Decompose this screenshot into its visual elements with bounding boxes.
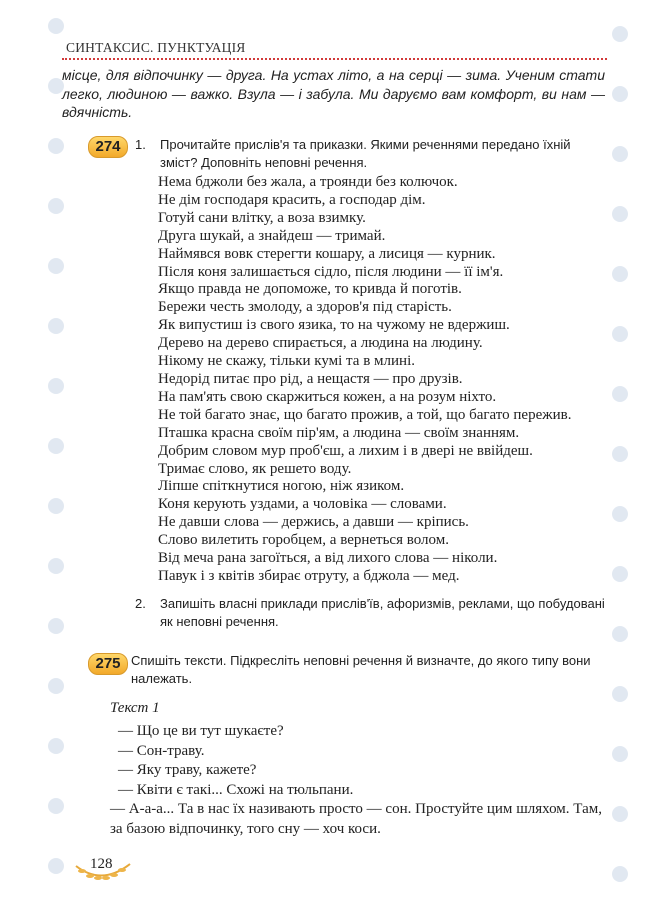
proverb-item: Наймявся вовк стерегти кошару, а лисиця — курник. <box>158 245 496 262</box>
task-2-number: 2. <box>135 596 146 611</box>
watermark-logo-icon <box>612 26 628 42</box>
dialog-line: — Яку траву, кажете? <box>118 762 257 778</box>
proverb-item: Ліпше спіткнутися ногою, ніж язиком. <box>158 478 405 495</box>
dialog-line: — Квіти є такі... Схожі на тюльпани. <box>118 781 354 798</box>
proverb-item: Недорід питає про рід, а нещастя — про друзів. <box>158 370 463 387</box>
proverb-item: Дерево на дерево спирається, а людина на людину. <box>158 335 483 352</box>
watermark-logo-icon <box>612 806 628 822</box>
page-number: 128 <box>90 856 113 872</box>
proverb-item: На пам'ять свою скаржиться кожен, а на розум ніхто. <box>158 388 497 405</box>
proverb-item: Слово вилетить горобцем, а вернеться волом. <box>158 532 449 549</box>
exercise-275-badge: 275 <box>88 653 128 675</box>
task-1-text: Прочитайте прислів'я та приказки. Якими реченнями передано їхній зміст? Доповніть неповні речення. <box>160 137 571 170</box>
proverb-item: Нема бджоли без жала, а троянди без колючок. <box>158 174 458 190</box>
dialog-text <box>110 722 602 839</box>
watermark-logo-icon <box>612 446 628 462</box>
watermark-logo-icon <box>612 626 628 642</box>
proverb-item: Пташка красна своїм пір'ям, а людина — своїм знанням. <box>158 424 520 441</box>
proverb-item: Друга шукай, а знайдеш — тримай. <box>158 227 386 244</box>
proverb-item: Якщо правда не допоможе, то кривда й поготів. <box>158 281 462 298</box>
watermark-logo-icon <box>48 438 64 454</box>
watermark-logo-icon <box>612 566 628 582</box>
watermark-logo-icon <box>48 138 64 154</box>
dialog-line: — Сон-траву. <box>118 742 205 759</box>
section-header: СИНТАКСИС. ПУНКТУАЦІЯ <box>66 40 246 55</box>
task-1-number: 1. <box>135 137 146 152</box>
watermark-logo-icon <box>612 386 628 402</box>
header-divider <box>62 58 607 60</box>
exercise-274-badge: 274 <box>88 136 128 158</box>
proverb-item: Тримає слово, як решето воду. <box>158 460 352 477</box>
dialog-line: — Що це ви тут шукаєте? <box>118 723 284 739</box>
watermark-logo-icon <box>612 206 628 222</box>
task-2-text: Запишіть власні приклади прислів'їв, афоризмів, реклами, що побудовані як неповні речення. <box>160 596 605 629</box>
watermark-logo-icon <box>612 746 628 762</box>
proverb-item: Як випустиш із свого язика, то на чужому не вдержиш. <box>158 317 510 334</box>
proverb-item: Павук і з квітів збирає отруту, а бджола — мед. <box>158 567 460 584</box>
dialog-line: — А-а-а... Та в нас їх називають просто — сон. Простуйте цим шляхом. Там, за базою відпочинку, того сну — хоч коси. <box>110 801 602 837</box>
proverb-item: Бережи честь змолоду, а здоров'я під старість. <box>158 299 452 316</box>
proverb-item: Не той багато знає, що багато прожив, а той, що багато пережив. <box>158 406 572 423</box>
watermark-logo-icon <box>48 618 64 634</box>
watermark-logo-icon <box>48 498 64 514</box>
watermark-logo-icon <box>612 146 628 162</box>
watermark-logo-icon <box>48 798 64 814</box>
watermark-logo-icon <box>48 18 64 34</box>
text-title: Текст 1 <box>110 700 160 716</box>
watermark-logo-icon <box>612 326 628 342</box>
proverb-item: Нікому не скажу, тільки кумі та в млині. <box>158 353 415 370</box>
watermark-logo-icon <box>612 86 628 102</box>
proverb-item: Коня керують уздами, а чоловіка — словами. <box>158 496 447 513</box>
exercise-275-task: Спишіть тексти. Підкресліть неповні речення й визначте, до якого типу вони належать. <box>131 653 591 686</box>
proverb-item: Не давши слова — держись, а давши — кріпись. <box>158 514 469 531</box>
watermark-logo-icon <box>48 198 64 214</box>
watermark-logo-icon <box>48 378 64 394</box>
proverb-item: Після коня залишається сідло, після людини — її ім'я. <box>158 263 504 280</box>
watermark-logo-icon <box>48 858 64 874</box>
watermark-logo-icon <box>612 506 628 522</box>
proverb-item: Не дім господаря красить, а господар дім. <box>158 191 426 208</box>
watermark-logo-icon <box>48 678 64 694</box>
proverb-item: Від меча рана загоїться, а від лихого слова — ніколи. <box>158 550 498 567</box>
watermark-logo-icon <box>48 738 64 754</box>
proverb-item: Готуй сани влітку, а воза взимку. <box>158 209 366 226</box>
proverb-list <box>158 174 571 586</box>
watermark-logo-icon <box>48 318 64 334</box>
watermark-logo-icon <box>48 258 64 274</box>
watermark-logo-icon <box>612 266 628 282</box>
watermark-logo-icon <box>612 686 628 702</box>
watermark-logo-icon <box>612 866 628 882</box>
intro-paragraph: місце, для відпочинку — друга. На устах літо, а на серці — зима. Ученим стати легко, людиною — важко. Взула — і забула. Ми даруємо вам комфорт, ви нам — вдячність. <box>62 67 605 120</box>
proverb-item: Добрим словом мур проб'єш, а лихим і в двері не ввійдеш. <box>158 442 533 459</box>
watermark-logo-icon <box>48 558 64 574</box>
